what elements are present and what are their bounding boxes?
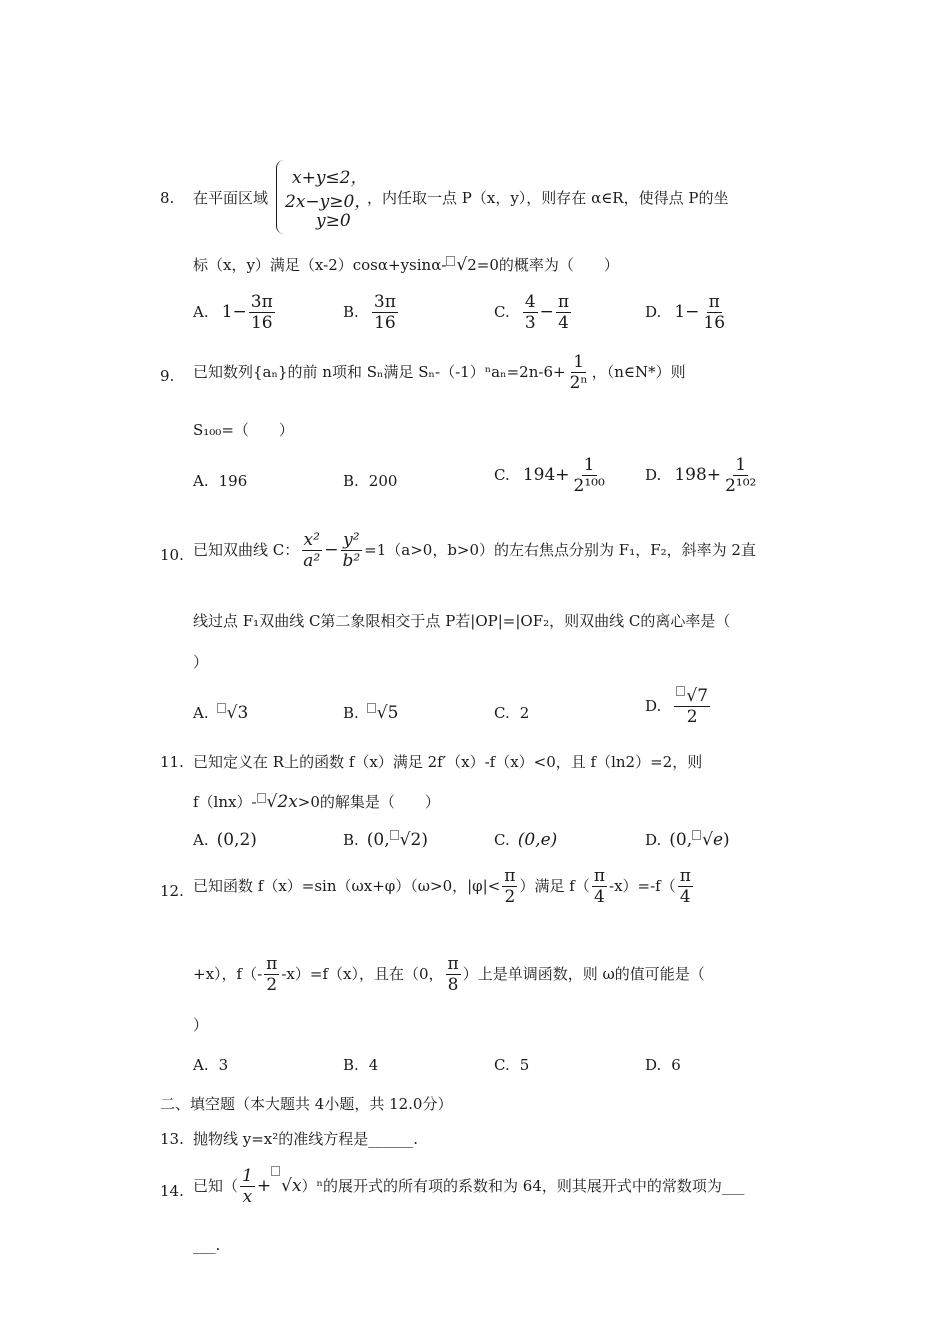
q9-text: 已知数列{aₙ}的前 n项和 Sₙ满足 Sₙ-（-1）ⁿaₙ=2n-6+ $\frac{1}{\text{2ⁿ}}$ ，（n∈N*）则	[193, 352, 686, 393]
q11-option-b: B. (0, √2)	[343, 830, 428, 850]
q12-line3: ）	[193, 1016, 209, 1034]
q8-line2-b: 2=0的概率为（ ）	[467, 256, 619, 274]
q12-number: 12.	[160, 882, 184, 900]
sqrt-icon: √	[676, 686, 697, 706]
q13-number: 13.	[160, 1130, 184, 1148]
q12-option-a: A. 3	[193, 1056, 229, 1074]
q12-line2: +x），f（- $\frac{\pi}{2}$ -x）=f（x），且在（0， $\frac{\pi}{8}$ ）上是单调函数，则 ω的值可能是（	[193, 954, 705, 995]
q8-inequality-3: y≥0	[316, 211, 351, 231]
q9-option-c: C. 194+ $\frac{1}{\text{2¹⁰⁰}}$	[494, 455, 605, 496]
q9-option-d: D. 198+ $\frac{1}{\text{2¹⁰²}}$	[645, 455, 757, 496]
q11-option-a: A. (0,2)	[193, 830, 257, 850]
q10-option-b: B. √5	[343, 703, 399, 723]
q11-line2: f（lnx）- √2x>0的解集是（ ）	[193, 792, 440, 812]
q8-option-c: C. $\frac{4}{3}$ − $\frac{\pi}{4}$	[494, 292, 570, 333]
q8-text-pre: 在平面区域	[193, 189, 269, 207]
q8-line2	[193, 256, 619, 274]
q12-line1: 已知函数 f（x）=sin（ωx+φ）（ω>0，|φ|< $\frac{\pi}{2}$ ）满足 f（ $\frac{\pi}{4}$ -x）=-f（ $\frac{\pi}{4}$	[193, 866, 691, 907]
sqrt-icon: √	[271, 1176, 292, 1196]
q8-option-a: A. 1− $\frac{3\pi}{16}$	[193, 292, 273, 333]
q10-line2: 线过点 F₁双曲线 C第二象限相交于点 P若|OP|=|OF₂，则双曲线 C的离心率是（	[193, 612, 731, 630]
q8-inequality-2: 2x−y≥0，	[285, 192, 372, 212]
sqrt-icon: √	[446, 255, 467, 275]
sqrt-icon: √	[692, 830, 713, 850]
sqrt-icon: √	[257, 792, 278, 812]
section-heading-fill-in: 二、填空题（本大题共 4小题，共 12.0分）	[160, 1095, 453, 1113]
q8-text-post: ，内任取一点 P（x，y），则存在 α∈R，使得点 P的坐	[367, 189, 729, 207]
q9-number: 9.	[160, 367, 175, 385]
q9-option-a: A. 196	[193, 472, 248, 490]
q10-number: 10.	[160, 546, 184, 564]
q14-line2: ___.	[193, 1236, 221, 1254]
q8-option-b: B. $\frac{3\pi}{16}$	[343, 292, 396, 333]
q14-text: 已知（ $\frac{1}{x}$ + √x）ⁿ的展开式的所有项的系数和为 64，则其展开式中的常数项为___	[193, 1166, 745, 1207]
sqrt-icon: √	[217, 703, 238, 723]
sqrt-icon: √	[390, 830, 411, 850]
q10-option-a: A. √3	[193, 703, 249, 723]
sqrt-icon: √	[367, 703, 388, 723]
q8-number: 8.	[160, 189, 175, 207]
q11-option-c: C. (0,e)	[494, 830, 558, 850]
q8-line2-a: 标（x，y）满足（x-2）cosα+ysinα-	[193, 256, 447, 274]
q12-option-d: D. 6	[645, 1056, 681, 1074]
q9-option-b: B. 200	[343, 472, 398, 490]
q11-option-d: D. (0, √e)	[645, 830, 730, 850]
q10-option-c: C. 2	[494, 704, 530, 722]
q12-option-b: B. 4	[343, 1056, 379, 1074]
q11-number: 11.	[160, 753, 184, 771]
q9-line2: S₁₀₀=（ ）	[193, 421, 294, 439]
q10-text: 已知双曲线 C： $\frac{\text{x²}}{\text{a²}}$ − $\frac{\text{y²}}{\text{b²}}$ =1（a>0，b>0）的左右焦点分别为 F₁，F₂，斜率为 2直	[193, 530, 756, 571]
q8-inequality-1: x+y≤2，	[292, 168, 368, 188]
q8-option-d: D. 1− $\frac{\pi}{16}$	[645, 292, 726, 333]
q10-option-d: D. $\frac{√7}{2}$	[645, 686, 709, 727]
q11-line1: 已知定义在 R上的函数 f（x）满足 2f′（x）-f（x）<0，且 f（ln2）=2，则	[193, 753, 703, 771]
q10-line3: ）	[193, 653, 209, 671]
q14-number: 14.	[160, 1182, 184, 1200]
q13-text: 抛物线 y=x²的准线方程是______.	[193, 1130, 419, 1148]
q12-option-c: C. 5	[494, 1056, 530, 1074]
